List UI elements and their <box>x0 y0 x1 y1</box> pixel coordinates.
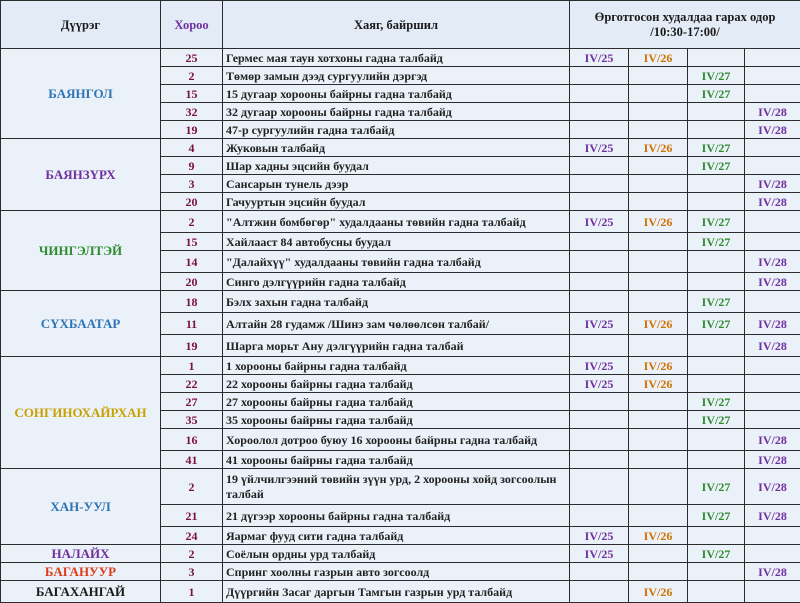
date-cell-d25 <box>570 563 629 581</box>
date-cell-d27 <box>688 103 745 121</box>
horoo-number: 25 <box>161 49 223 67</box>
address: 32 дугаар хорооны байрны гадна талбайд <box>223 103 570 121</box>
date-cell-d26: IV/26 <box>629 211 688 233</box>
horoo-number: 1 <box>161 581 223 603</box>
date-cell-d26 <box>629 85 688 103</box>
date-cell-d28 <box>745 85 800 103</box>
date-cell-d26 <box>629 545 688 563</box>
horoo-number: 16 <box>161 429 223 451</box>
date-cell-d28 <box>745 233 800 251</box>
horoo-number: 2 <box>161 211 223 233</box>
date-cell-d28: IV/28 <box>745 335 800 357</box>
date-cell-d27: IV/27 <box>688 157 745 175</box>
table-header <box>1 1 800 49</box>
date-cell-d27: IV/27 <box>688 139 745 157</box>
date-cell-d25: IV/25 <box>570 375 629 393</box>
date-cell-d27 <box>688 527 745 545</box>
date-cell-d28 <box>745 291 800 313</box>
date-cell-d28: IV/28 <box>745 193 800 211</box>
address: Соёлын ордны урд талбайд <box>223 545 570 563</box>
address: Сансарын тунель дээр <box>223 175 570 193</box>
table-row <box>1 581 800 603</box>
date-cell-d26 <box>629 505 688 527</box>
date-cell-d26 <box>629 121 688 139</box>
date-cell-d27 <box>688 357 745 375</box>
date-cell-d27: IV/27 <box>688 313 745 335</box>
address: Гачууртын эцсийн буудал <box>223 193 570 211</box>
address: 15 дугаар хорооны байрны гадна талбайд <box>223 85 570 103</box>
date-cell-d27 <box>688 273 745 291</box>
date-cell-d28 <box>745 411 800 429</box>
date-cell-d26: IV/26 <box>629 313 688 335</box>
date-cell-d28 <box>745 545 800 563</box>
horoo-number: 19 <box>161 121 223 139</box>
date-cell-d25 <box>570 121 629 139</box>
horoo-number: 14 <box>161 251 223 273</box>
date-cell-d25 <box>570 451 629 469</box>
date-cell-d27: IV/27 <box>688 85 745 103</box>
district-name: БАГАХАНГАЙ <box>1 581 161 603</box>
date-cell-d28 <box>745 211 800 233</box>
date-cell-d25: IV/25 <box>570 313 629 335</box>
table-row <box>1 211 800 233</box>
date-cell-d27 <box>688 335 745 357</box>
date-cell-d26 <box>629 469 688 505</box>
date-cell-d25 <box>570 157 629 175</box>
date-cell-d27: IV/27 <box>688 233 745 251</box>
date-cell-d28: IV/28 <box>745 175 800 193</box>
address: Шар хадны эцсийн буудал <box>223 157 570 175</box>
horoo-number: 1 <box>161 357 223 375</box>
address: 19 үйлчилгээний төвийн зүүн урд, 2 хорооны хойд зогсоолын талбай <box>223 469 570 505</box>
table-body <box>1 49 800 603</box>
date-cell-d26 <box>629 251 688 273</box>
horoo-number: 9 <box>161 157 223 175</box>
horoo-number: 2 <box>161 67 223 85</box>
date-cell-d25: IV/25 <box>570 357 629 375</box>
date-cell-d26 <box>629 335 688 357</box>
date-cell-d25: IV/25 <box>570 139 629 157</box>
date-cell-d27: IV/27 <box>688 291 745 313</box>
date-cell-d25 <box>570 67 629 85</box>
table-row <box>1 291 800 313</box>
date-cell-d25: IV/25 <box>570 545 629 563</box>
horoo-number: 20 <box>161 193 223 211</box>
address: "Алтжин бомбөгөр" худалдааны төвийн гадна талбайд <box>223 211 570 233</box>
header-horoo: Хороо <box>161 1 223 49</box>
header-address: Хаяг, байршил <box>223 1 570 49</box>
date-cell-d28: IV/28 <box>745 429 800 451</box>
address: 1 хорооны байрны гадна талбайд <box>223 357 570 375</box>
date-cell-d28: IV/28 <box>745 103 800 121</box>
date-cell-d25: IV/25 <box>570 527 629 545</box>
address: Хороолол дотроо буюу 16 хорооны байрны гадна талбайд <box>223 429 570 451</box>
date-cell-d26 <box>629 393 688 411</box>
date-cell-d28: IV/28 <box>745 505 800 527</box>
date-cell-d25 <box>570 233 629 251</box>
date-cell-d27 <box>688 375 745 393</box>
table-row <box>1 563 800 581</box>
date-cell-d27 <box>688 451 745 469</box>
date-cell-d28: IV/28 <box>745 563 800 581</box>
date-cell-d26 <box>629 175 688 193</box>
date-cell-d25 <box>570 581 629 603</box>
address: Төмөр замын дээд сургуулийн дэргэд <box>223 67 570 85</box>
date-cell-d26 <box>629 429 688 451</box>
district-name: ЧИНГЭЛТЭЙ <box>1 211 161 291</box>
date-cell-d27: IV/27 <box>688 393 745 411</box>
date-cell-d27 <box>688 581 745 603</box>
date-cell-d27 <box>688 251 745 273</box>
date-cell-d28: IV/28 <box>745 251 800 273</box>
date-cell-d28 <box>745 157 800 175</box>
date-cell-d25 <box>570 335 629 357</box>
date-cell-d26: IV/26 <box>629 49 688 67</box>
date-cell-d27 <box>688 49 745 67</box>
horoo-number: 18 <box>161 291 223 313</box>
district-name: ХАН-УУЛ <box>1 469 161 545</box>
date-cell-d28 <box>745 527 800 545</box>
horoo-number: 15 <box>161 85 223 103</box>
table-row <box>1 357 800 375</box>
address: 21 дүгээр хорооны байрны гадна талбайд <box>223 505 570 527</box>
horoo-number: 11 <box>161 313 223 335</box>
date-cell-d28 <box>745 139 800 157</box>
date-cell-d28 <box>745 375 800 393</box>
date-cell-d26 <box>629 193 688 211</box>
horoo-number: 3 <box>161 563 223 581</box>
table-row <box>1 49 800 67</box>
date-cell-d25 <box>570 429 629 451</box>
address: Хайлааст 84 автобусны буудал <box>223 233 570 251</box>
date-cell-d25 <box>570 175 629 193</box>
address: Синго дэлгүүрийн гадна талбайд <box>223 273 570 291</box>
date-cell-d25 <box>570 505 629 527</box>
date-cell-d28 <box>745 581 800 603</box>
address: Гермес мая таун хотхоны гадна талбайд <box>223 49 570 67</box>
address: 41 хорооны байрны гадна талбайд <box>223 451 570 469</box>
date-cell-d27 <box>688 121 745 139</box>
date-cell-d26 <box>629 411 688 429</box>
district-name: СҮХБААТАР <box>1 291 161 357</box>
date-cell-d28 <box>745 357 800 375</box>
district-name: БАЯНЗҮРХ <box>1 139 161 211</box>
date-cell-d27 <box>688 175 745 193</box>
date-cell-d28 <box>745 393 800 411</box>
address: Дүүргийн Засаг даргын Тамгын газрын урд талбайд <box>223 581 570 603</box>
header-district: Дүүрэг <box>1 1 161 49</box>
district-name: СОНГИНОХАЙРХАН <box>1 357 161 469</box>
date-cell-d28: IV/28 <box>745 469 800 505</box>
date-cell-d26 <box>629 451 688 469</box>
date-cell-d25 <box>570 393 629 411</box>
district-name: НАЛАЙХ <box>1 545 161 563</box>
date-cell-d26 <box>629 563 688 581</box>
address: 22 хорооны байрны гадна талбайд <box>223 375 570 393</box>
address: Бэлх захын гадна талбайд <box>223 291 570 313</box>
horoo-number: 4 <box>161 139 223 157</box>
horoo-number: 41 <box>161 451 223 469</box>
date-cell-d27: IV/27 <box>688 411 745 429</box>
address: 47-р сургуулийн гадна талбайд <box>223 121 570 139</box>
header-dates: Өрготгосон худалдаа гарах одор /10:30-17:00/ <box>570 1 800 49</box>
address: Шарга морьт Ану дэлгүүрийн гадна талбай <box>223 335 570 357</box>
district-name: БАЯНГОЛ <box>1 49 161 139</box>
horoo-number: 32 <box>161 103 223 121</box>
date-cell-d26: IV/26 <box>629 581 688 603</box>
date-cell-d28: IV/28 <box>745 273 800 291</box>
table-row <box>1 469 800 505</box>
date-cell-d25 <box>570 85 629 103</box>
date-cell-d28: IV/28 <box>745 313 800 335</box>
date-cell-d27 <box>688 193 745 211</box>
date-cell-d27: IV/27 <box>688 505 745 527</box>
date-cell-d27 <box>688 563 745 581</box>
table-row <box>1 545 800 563</box>
address: Алтайн 28 гудамж /Шинэ зам чөлөөлсөн талбай/ <box>223 313 570 335</box>
date-cell-d25 <box>570 291 629 313</box>
date-cell-d28: IV/28 <box>745 451 800 469</box>
horoo-number: 2 <box>161 469 223 505</box>
date-cell-d28: IV/28 <box>745 121 800 139</box>
date-cell-d26 <box>629 291 688 313</box>
date-cell-d26: IV/26 <box>629 139 688 157</box>
horoo-number: 2 <box>161 545 223 563</box>
date-cell-d26: IV/26 <box>629 527 688 545</box>
date-cell-d28 <box>745 67 800 85</box>
horoo-number: 27 <box>161 393 223 411</box>
date-cell-d27: IV/27 <box>688 67 745 85</box>
address: Спринг хоолны газрын авто зогсоолд <box>223 563 570 581</box>
horoo-number: 19 <box>161 335 223 357</box>
date-cell-d27 <box>688 429 745 451</box>
date-cell-d28 <box>745 49 800 67</box>
date-cell-d27: IV/27 <box>688 545 745 563</box>
table-row <box>1 139 800 157</box>
date-cell-d26 <box>629 103 688 121</box>
address: 35 хорооны байрны гадна талбайд <box>223 411 570 429</box>
date-cell-d25 <box>570 469 629 505</box>
date-cell-d25 <box>570 411 629 429</box>
date-cell-d25: IV/25 <box>570 211 629 233</box>
date-cell-d26 <box>629 157 688 175</box>
horoo-number: 21 <box>161 505 223 527</box>
date-cell-d25 <box>570 273 629 291</box>
district-name: БАГАНУУР <box>1 563 161 581</box>
address: Жуковын талбайд <box>223 139 570 157</box>
date-cell-d26 <box>629 233 688 251</box>
horoo-number: 35 <box>161 411 223 429</box>
date-cell-d26 <box>629 67 688 85</box>
date-cell-d27: IV/27 <box>688 211 745 233</box>
address: Яармаг фууд сити гадна талбайд <box>223 527 570 545</box>
horoo-number: 24 <box>161 527 223 545</box>
address: "Далайхүү" худалдааны төвийн гадна талбайд <box>223 251 570 273</box>
horoo-number: 15 <box>161 233 223 251</box>
date-cell-d25 <box>570 251 629 273</box>
date-cell-d27: IV/27 <box>688 469 745 505</box>
address: 27 хорооны байрны гадна талбайд <box>223 393 570 411</box>
date-cell-d26: IV/26 <box>629 357 688 375</box>
date-cell-d26: IV/26 <box>629 375 688 393</box>
date-cell-d25: IV/25 <box>570 49 629 67</box>
date-cell-d25 <box>570 103 629 121</box>
horoo-number: 22 <box>161 375 223 393</box>
date-cell-d26 <box>629 273 688 291</box>
horoo-number: 3 <box>161 175 223 193</box>
date-cell-d25 <box>570 193 629 211</box>
horoo-number: 20 <box>161 273 223 291</box>
